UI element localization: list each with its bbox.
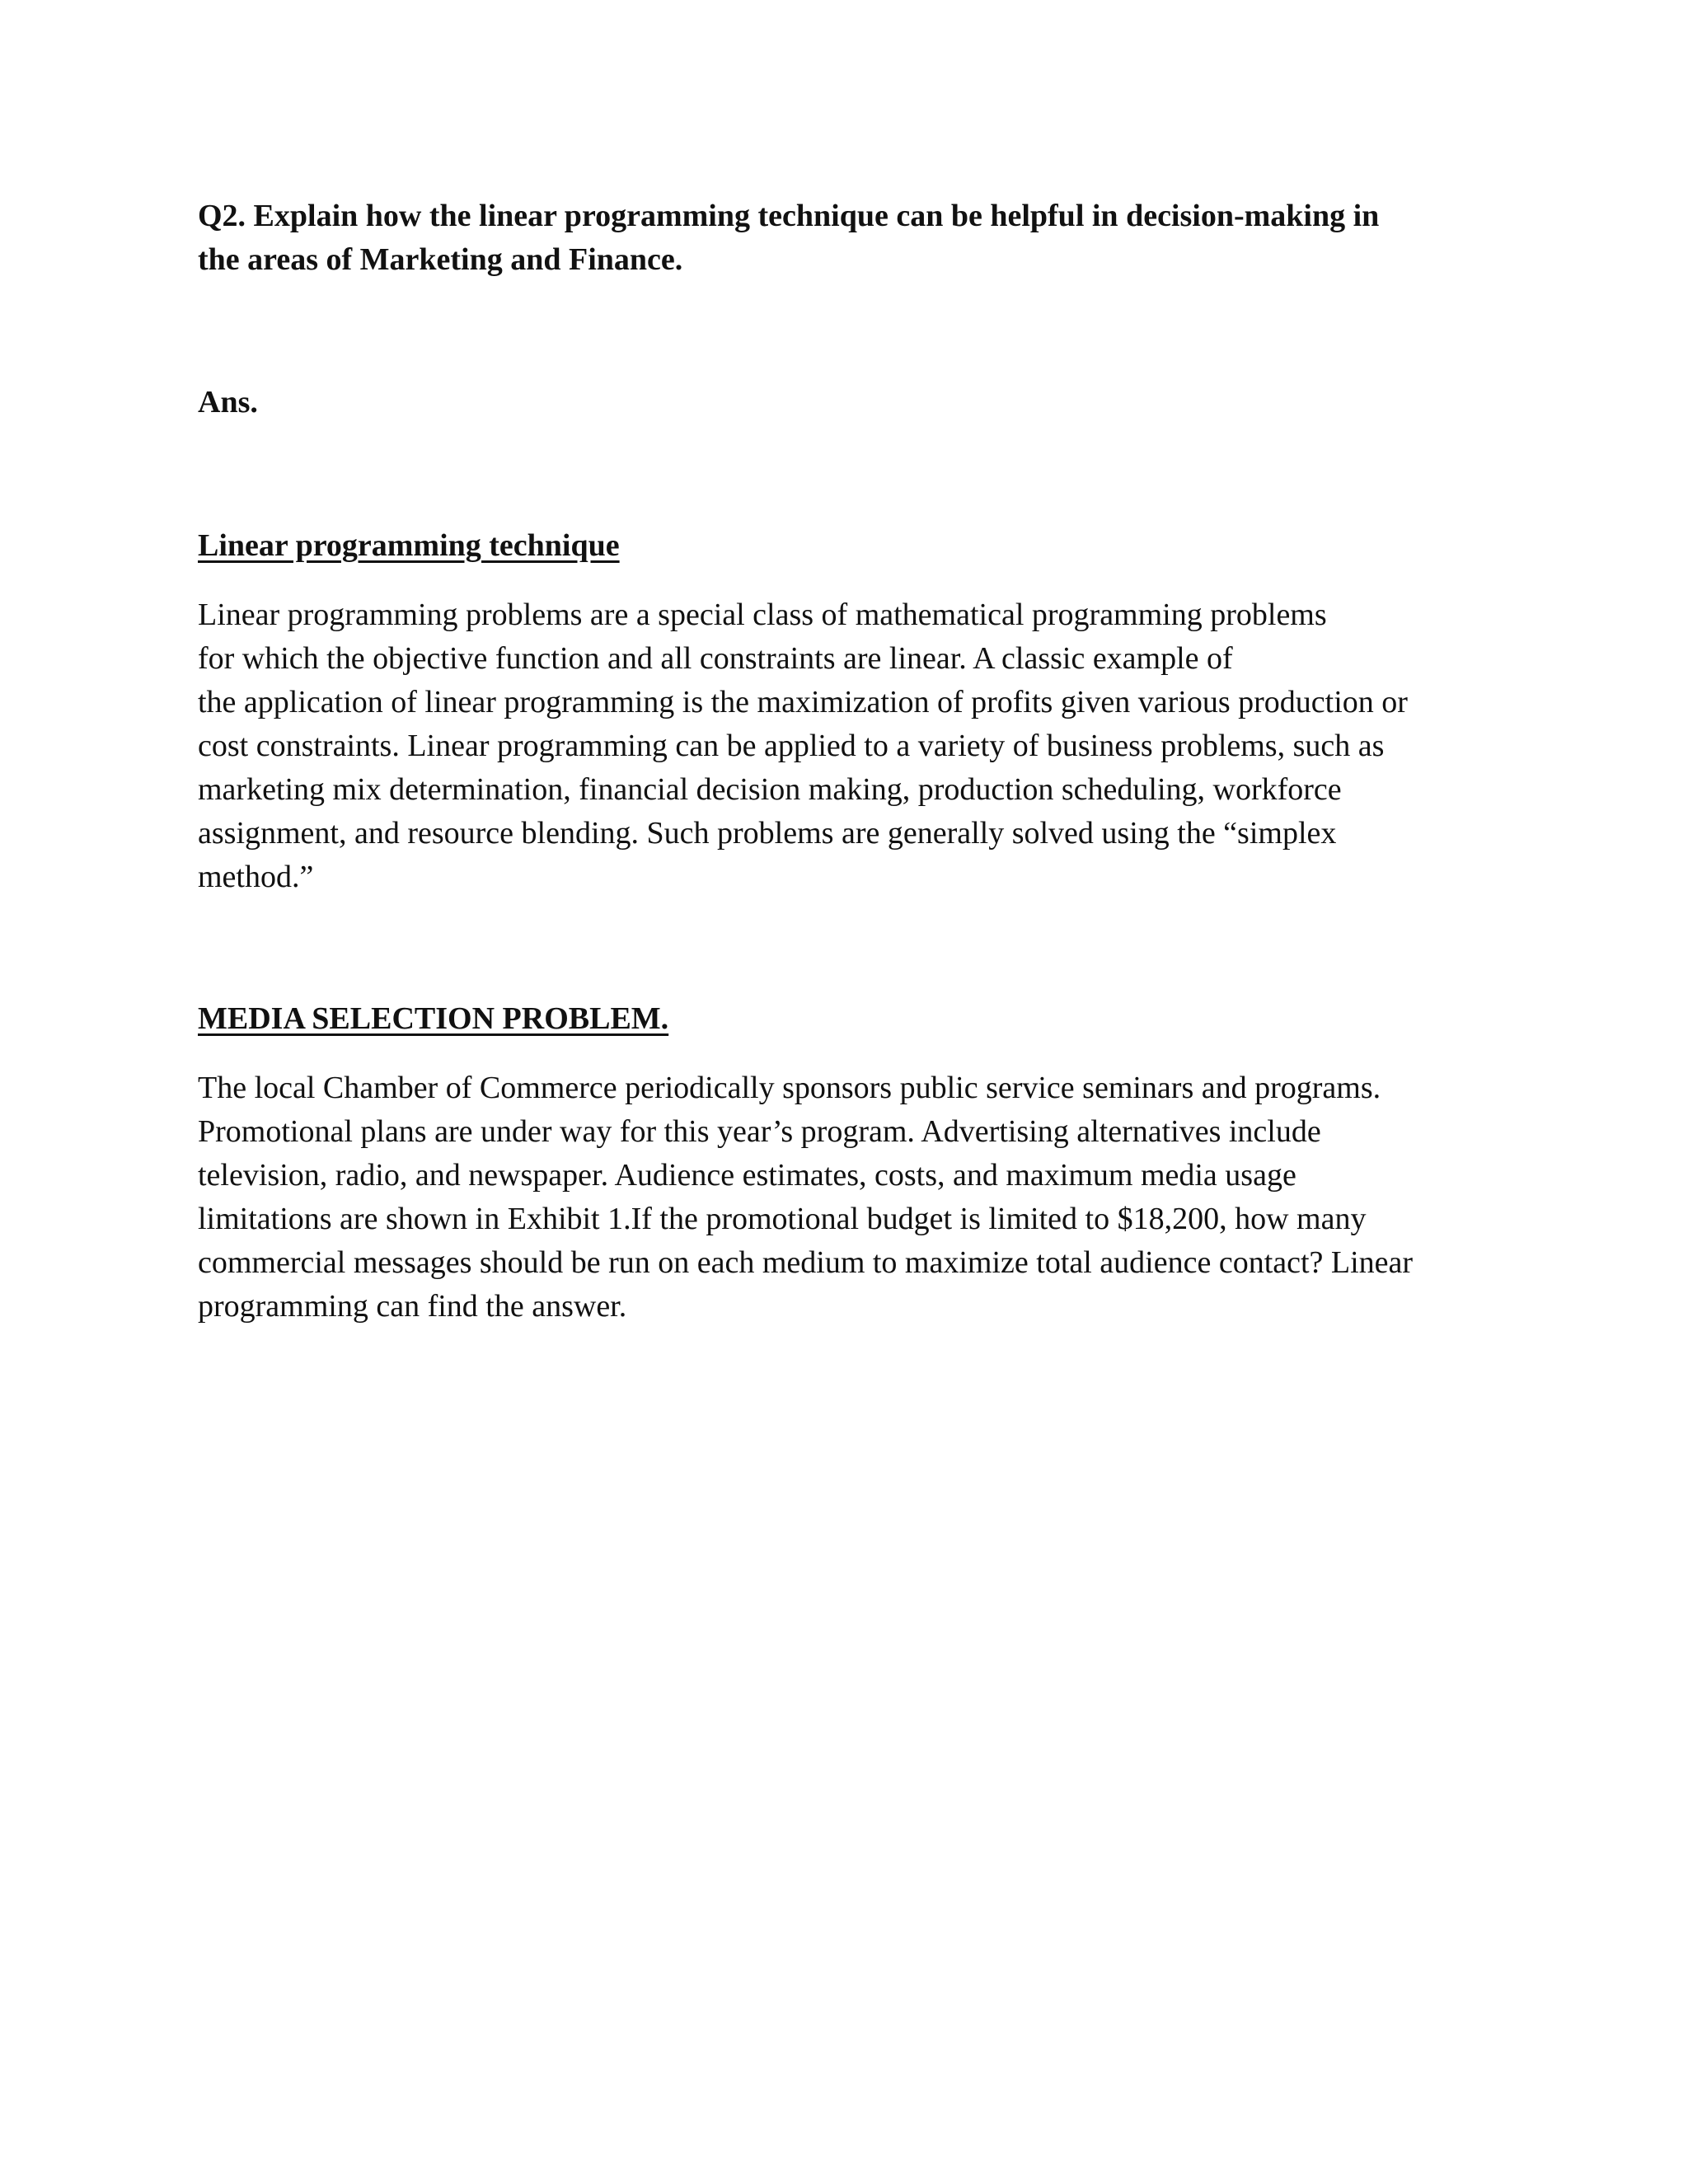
question-heading (198, 194, 1500, 282)
answer-label: Ans. (198, 385, 258, 419)
paragraph-line: the application of linear programming is the maximization of profits given various production or (198, 685, 1408, 719)
paragraph-line: assignment, and resource blending. Such problems are generally solved using the “simplex (198, 816, 1337, 851)
question-line: the areas of Marketing and Finance. (198, 242, 683, 277)
paragraph-line: limitations are shown in Exhibit 1.If the promotional budget is limited to $18,200, how many (198, 1202, 1367, 1236)
paragraph-line: programming can find the answer. (198, 1289, 627, 1324)
paragraph-line: television, radio, and newspaper. Audience estimates, costs, and maximum media usage (198, 1158, 1296, 1193)
paragraph-line: Promotional plans are under way for this year’s program. Advertising alternatives include (198, 1114, 1321, 1149)
paragraph-media-selection (198, 1066, 1500, 1329)
section-heading-media-selection: MEDIA SELECTION PROBLEM. (198, 1001, 669, 1036)
section-heading-linear-programming: Linear programming technique (198, 528, 620, 563)
paragraph-line: for which the objective function and all constraints are linear. A classic example of (198, 641, 1233, 676)
paragraph-line: commercial messages should be run on each medium to maximize total audience contact? Linear (198, 1245, 1414, 1280)
document-content (198, 194, 1500, 1324)
paragraph-line: The local Chamber of Commerce periodically sponsors public service seminars and programs. (198, 1071, 1381, 1105)
paragraph-line: Linear programming problems are a special class of mathematical programming problems (198, 598, 1327, 632)
paragraph-line: cost constraints. Linear programming can be applied to a variety of business problems, such as (198, 729, 1385, 763)
paragraph-line: method.” (198, 860, 314, 894)
paragraph-line: marketing mix determination, financial decision making, production scheduling, workforce (198, 772, 1342, 807)
paragraph-linear-programming (198, 593, 1500, 899)
question-line: Q2. Explain how the linear programming technique can be helpful in decision-making in (198, 199, 1380, 233)
